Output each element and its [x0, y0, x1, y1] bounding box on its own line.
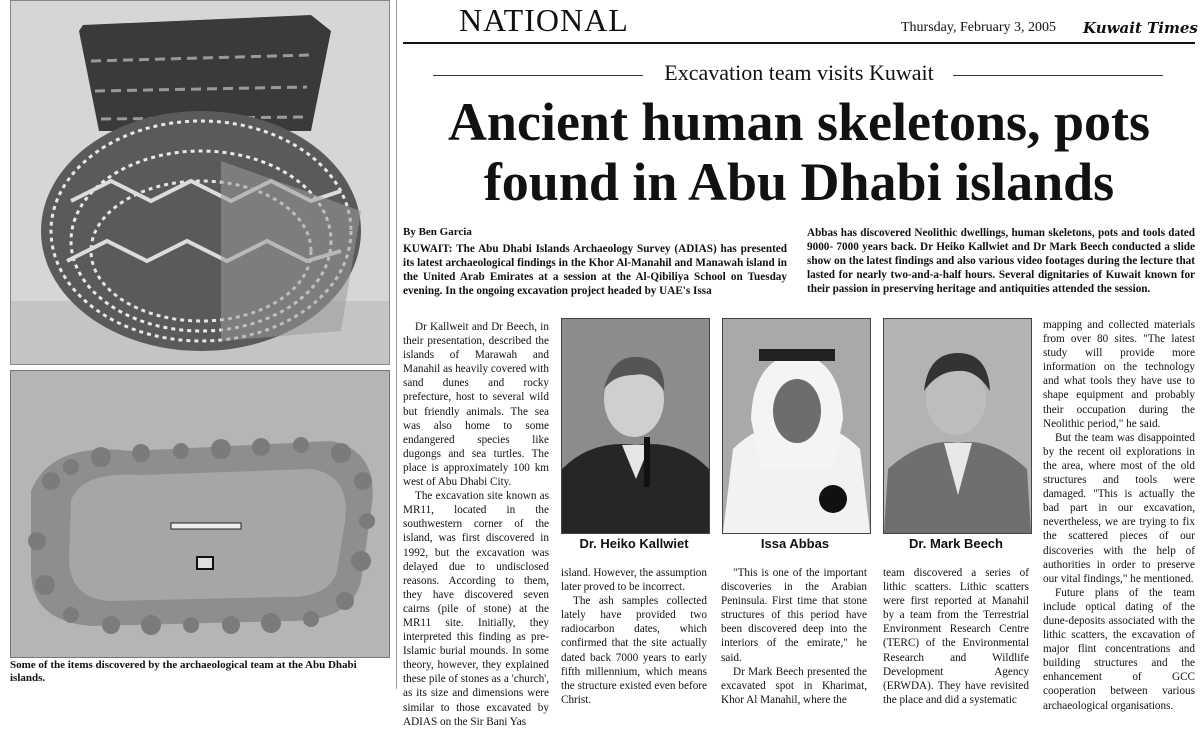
paragraph: Dr Kallweit and Dr Beech, in their presentation, described the islands of Marawah and Manahil as heavily covered with sand dunes and rocky prefecture, host to several wild but friendly animals. The sea was also home to some endangered species like dugongs and sea turtles. The place is approximately 100 km west of Abu Dhabi City. — [403, 321, 550, 489]
article-kicker: Excavation team visits Kuwait — [664, 60, 934, 85]
pottery-photo — [10, 0, 390, 365]
paragraph: Future plans of the team include optical dating of the dune-deposits associated with the lithic scatters, the excavation of major flint concentrations and building structures and the enhancement of GCC cooperation between various archaeological organisations. — [1043, 586, 1195, 712]
paragraph: island. However, the assumption later proved to be incorrect. — [561, 567, 707, 594]
publication-date: Thursday, February 3, 2005 — [901, 20, 1057, 35]
portrait-caption: Dr. Heiko Kallwiet — [579, 536, 689, 551]
paragraph: team discovered a series of lithic scatters. Lithic scatters were first reported at Manahil by a team from the Terrestrial Environment Research Centre (TERC) of the Environmental Research and Wildlife Development Agency (ERWDA). They have revisited the place and did a systematic — [883, 567, 1029, 706]
lead-paragraph-right: Abbas has discovered Neolithic dwellings, human skeletons, pots and tools dated 9000- 7000 years back. Dr Heiko Kallwiet and Dr Mark Beech conducted a slide show on the latest findings and also various video footages during the lecture that lasted for nearly two-and-a-half hours. Several dignitaries of Kuwait known for their passion in preserving heritage and antiquities attended the session. — [807, 227, 1195, 295]
paragraph: "This is one of the important discoveries in the Arabian Peninsula. First time that stone structures of this period have been discovered deep into the interiors of the emirate," he said. — [721, 567, 867, 664]
portrait-illustration — [562, 319, 709, 533]
portrait-illustration — [723, 319, 870, 533]
lead-paragraph-left: KUWAIT: The Abu Dhabi Islands Archaeology Survey (ADIAS) has presented its latest archaeological findings in the Khor Al-Manahil and Manawah island in the United Arab Emirates at a session at the Al-Qibiliya School on Tuesday evening. In the ongoing excavation project headed by UAE's Issa — [403, 243, 787, 297]
portrait-illustration — [884, 319, 1031, 533]
photo-caption: Some of the items discovered by the archaeological team at the Abu Dhabi islands. — [10, 659, 357, 684]
paragraph: Dr Mark Beech presented the excavated spot in Kharimat, Khor Al Manahil, where the — [721, 665, 867, 706]
article-column-3 — [721, 566, 867, 707]
article-headline: Ancient human skeletons, pots found in Abu Dhabi islands — [447, 92, 1151, 212]
photo-column — [0, 0, 393, 689]
paragraph: But the team was disappointed by the recent oil explorations in the area, where most of the old structures and tools were damaged. "This is actually the bad part in our excavation, nevertheless, we are trying to fix the scattered pieces of our discoveries with the help of authorities in order to preserve our vital findings," he mentioned. — [1043, 431, 1195, 585]
portrait-photo-beech — [883, 318, 1032, 534]
pottery-photo-illustration — [11, 1, 389, 364]
portrait-caption: Dr. Mark Beech — [909, 536, 1003, 551]
article-byline: By Ben Garcia — [403, 226, 472, 238]
portrait-caption: Issa Abbas — [760, 536, 830, 551]
article-column-1 — [403, 320, 549, 729]
header-rule — [403, 42, 1195, 44]
paragraph: The excavation site known as MR11, located in the southwestern corner of the island, was first discovered in 1992, but the excavation was delayed due to undisclosed reasons. According to them, they have discovered seven cairns (pile of stone) at the MR11 site. Initially, they interpreted this finding as pre-Islamic burial mounds. In some theory, however, they explained these pile of stones as a 'church', as its size and dimensions were similar to those excavated by ADIAS on the Sir Bani Yas — [403, 490, 549, 728]
newspaper-page — [396, 0, 1200, 728]
excavation-site-illustration — [11, 371, 389, 657]
article-column-4 — [883, 566, 1029, 707]
section-title: NATIONAL — [459, 2, 629, 38]
excavation-site-photo — [10, 370, 390, 658]
article-column-5 — [1043, 318, 1195, 713]
portrait-photo-abbas — [722, 318, 871, 534]
paragraph: The ash samples collected lately have provided two radiocarbon dates, which confirmed that the site actually dated back 7000 years to early fifth millennium, which means the structure existed even before Christ. — [561, 595, 707, 706]
article-column-2 — [561, 566, 707, 707]
portrait-photo-kallwiet — [561, 318, 710, 534]
newspaper-masthead: Kuwait Times — [1083, 19, 1198, 37]
paragraph: mapping and collected materials from over 80 sites. "The latest study will provide more information on the technology and what tools they have use to shape equipment and probably their occupation during the Neolithic period," he said. — [1043, 319, 1195, 430]
